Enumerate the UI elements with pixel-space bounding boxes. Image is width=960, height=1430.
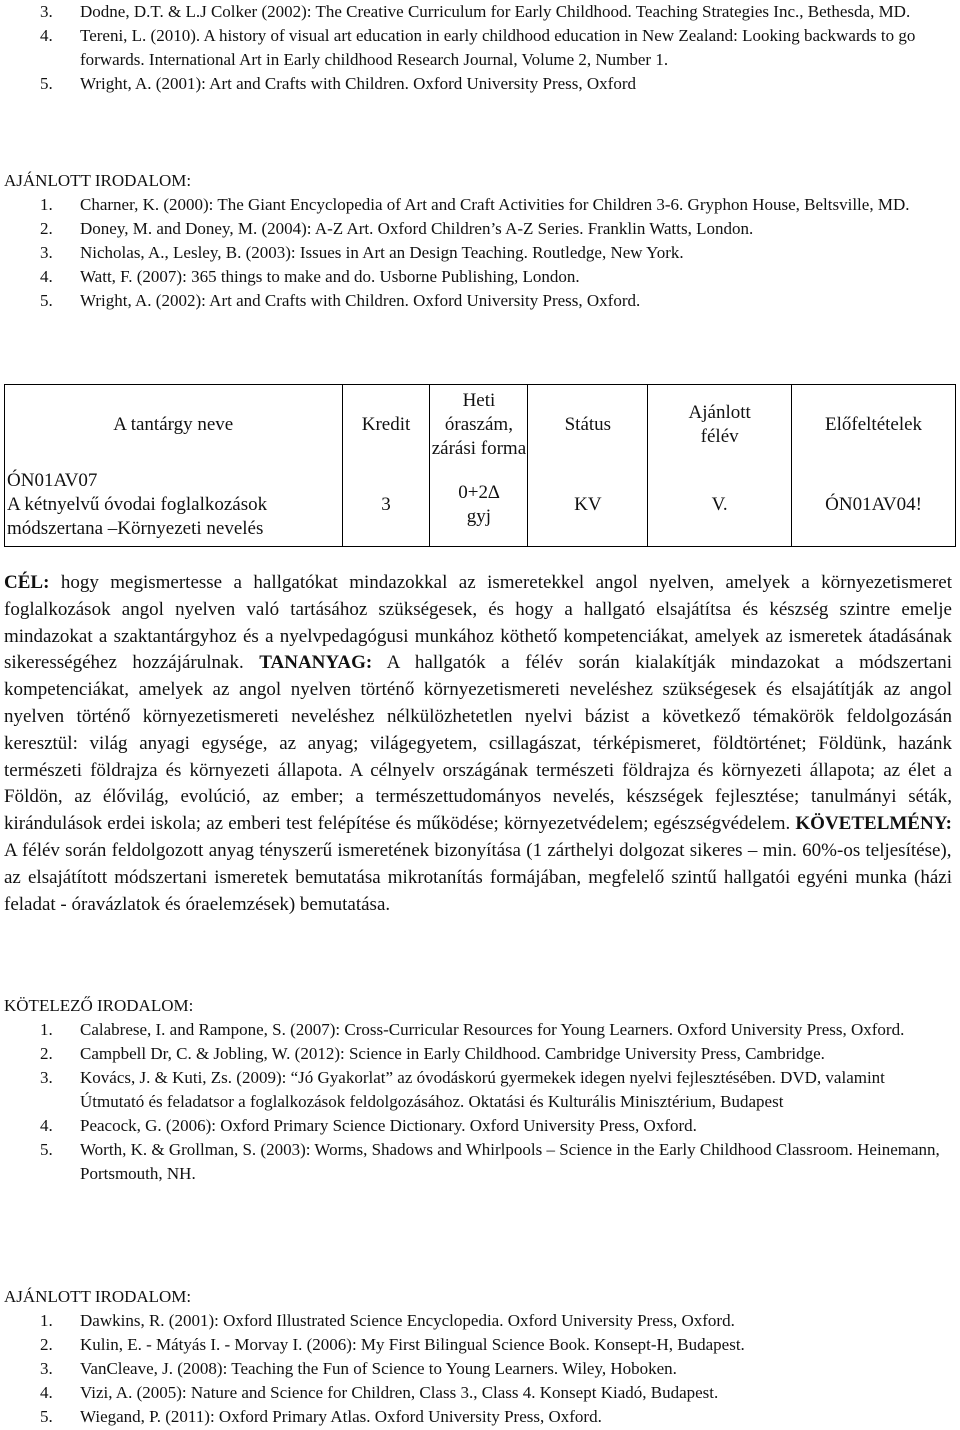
reference-item (0, 1333, 960, 1357)
reference-number: 2. (40, 1044, 53, 1063)
mandatory-literature-heading: KÖTELEZŐ IRODALOM: (4, 996, 194, 1015)
reference-number: 3. (40, 1068, 53, 1087)
course-hours-line: gyj (466, 506, 492, 528)
reference-item (0, 1138, 960, 1186)
header-prerequisites: Előfeltételek (792, 385, 956, 465)
course-status: KV (528, 465, 648, 547)
course-prerequisite: ÓN01AV04! (792, 465, 956, 547)
reference-text: Campbell Dr, C. & Jobling, W. (2012): Science in Early Childhood. Cambridge University Press, Cambridge. (80, 1044, 825, 1063)
course-code: ÓN01AV07 (7, 470, 98, 492)
reference-text: Tereni, L. (2010). A history of visual art education in early childhood education in New Zealand: Looking backwards to go forwards. International Art in Early childhood Research Journal, Volume 2, Number 1. (80, 26, 916, 69)
requirements-text: A félév során feldolgozott anyag tényszerű ismeretének bizonyítása (1 zárthelyi dolgozat sikeres – min. 60%-os teljesítése), az elsajátított módszertani ismeretek bemutatása mikrotanítás formájában, megfelelő szintű hallgatói egyéni munka (házi feladat - óravázlatok és óraelemzések) bemutatása. (4, 839, 952, 915)
course-table-row (5, 465, 956, 547)
reference-text: Calabrese, I. and Rampone, S. (2007): Cross-Curricular Resources for Young Learners. Oxford University Press, Oxford. (80, 1020, 905, 1039)
reference-number: 4. (40, 26, 53, 45)
requirements-label: KÖVETELMÉNY: (795, 813, 952, 835)
course-table (4, 384, 956, 547)
reference-text: Dawkins, R. (2001): Oxford Illustrated Science Encyclopedia. Oxford University Press, Oxford. (80, 1311, 735, 1330)
reference-number: 2. (40, 1335, 53, 1354)
reference-text: Watt, F. (2007): 365 things to make and do. Usborne Publishing, London. (80, 267, 580, 286)
course-description (4, 570, 952, 918)
reference-item (0, 217, 960, 241)
reference-number: 2. (40, 219, 53, 238)
reference-item (0, 193, 960, 217)
header-recommended-semester (648, 385, 792, 465)
reference-text: Wiegand, P. (2011): Oxford Primary Atlas. Oxford University Press, Oxford. (80, 1407, 602, 1426)
recommended-literature-heading: AJÁNLOTT IRODALOM: (4, 171, 192, 190)
reference-number: 4. (40, 267, 53, 286)
header-credit: Kredit (342, 385, 430, 465)
reference-item (0, 1018, 960, 1042)
reference-number: 3. (40, 2, 53, 21)
reference-text: Worth, K. & Grollman, S. (2003): Worms, Shadows and Whirlpools – Science in the Early Childhood Classroom. Heinemann, Portsmouth, NH. (80, 1140, 940, 1183)
reference-item (0, 289, 960, 313)
reference-number: 5. (40, 74, 53, 93)
reference-text: Vizi, A. (2005): Nature and Science for Children, Class 3., Class 4. Konsept Kiadó, Budapest. (80, 1383, 719, 1402)
course-semester: V. (648, 465, 792, 547)
header-semester-line: félév (700, 425, 739, 447)
course-table-header-row (5, 385, 956, 465)
course-credit: 3 (342, 465, 430, 547)
top-reference-list (0, 0, 960, 96)
reference-item (0, 72, 960, 96)
reference-number: 3. (40, 243, 53, 262)
course-hours (430, 465, 528, 547)
course-name-line: A kétnyelvű óvodai foglalkozások (7, 494, 268, 516)
syllabus-text: A hallgatók a félév során kialakítják mindazokat a módszertani kompetenciákat, amelyek az angol nyelven történő környezetismereti neveléshez szükségesek és elsajátítják az angol nyelven történő környezetismereti neveléshez nélkülözhetetlen nyelvi bázist a következő témakörök feldolgozásán keresztül: világ anyagi egysége, az anyag; világegyetem, csillagászat, térképismeret, földtörténet; Földünk, hazánk természeti földrajza és környezeti állapota. A célnyelv országának természeti földrajza és környezeti állapota; az élet a Földön, az élővilág, evolúció, az ember; a természettudományos nevelés, készségek fejlesztése; tanulmányi séták, kirándulások erdei iskola; az emberi test felépítése és működése; környezetvédelem; egészségvédelem. (4, 652, 952, 835)
header-weekly-hours-line: Heti (462, 389, 496, 411)
recommended-reference-list (0, 193, 960, 313)
course-name-cell (5, 465, 343, 547)
reference-number: 5. (40, 291, 53, 310)
course-hours-line: 0+2∆ (458, 482, 500, 504)
reference-item (0, 1381, 960, 1405)
reference-text: Peacock, G. (2006): Oxford Primary Science Dictionary. Oxford University Press, Oxford. (80, 1116, 697, 1135)
recommended-reference-list (0, 1309, 960, 1429)
reference-text: VanCleave, J. (2008): Teaching the Fun of Science to Young Learners. Wiley, Hoboken. (80, 1359, 677, 1378)
reference-text: Dodne, D.T. & L.J Colker (2002): The Creative Curriculum for Early Childhood. Teaching Strategies Inc., Bethesda, MD. (80, 2, 911, 21)
header-status: Státus (528, 385, 648, 465)
reference-text: Wright, A. (2001): Art and Crafts with Children. Oxford University Press, Oxford (80, 74, 636, 93)
reference-number: 4. (40, 1383, 53, 1402)
reference-item (0, 1357, 960, 1381)
reference-text: Wright, A. (2002): Art and Crafts with Children. Oxford University Press, Oxford. (80, 291, 641, 310)
goal-text: hogy megismertesse a hallgatókat mindazokkal az ismeretekkel angol nyelven, amelyek a környezetismeret foglalkozások angol nyelven való tartásához szükségesek, és hogy a hallgató elsajátítsa és készség szintre emelje mindazokat a szaktantárgyhoz és a nyelvpedagógusi munkához köthető kompetenciákat, amelyek az ismeretek átadásának sikerességéhez hozzájárulnak. (4, 572, 952, 674)
reference-text: Charner, K. (2000): The Giant Encyclopedia of Art and Craft Activities for Children 3-6. Gryphon House, Beltsville, MD. (80, 195, 910, 214)
reference-item (0, 1042, 960, 1066)
reference-item (0, 1405, 960, 1429)
recommended-literature-section-1 (0, 169, 960, 313)
header-weekly-hours-line: óraszám, (444, 413, 513, 435)
reference-item (0, 265, 960, 289)
reference-number: 1. (40, 1020, 53, 1039)
header-semester-line: Ajánlott (688, 401, 751, 423)
reference-item (0, 1066, 960, 1114)
reference-number: 5. (40, 1407, 53, 1426)
mandatory-reference-list (0, 1018, 960, 1186)
course-name-line: módszertana –Környezeti nevelés (7, 518, 264, 540)
mandatory-literature-section (0, 994, 960, 1186)
reference-item (0, 0, 960, 24)
reference-text: Kovács, J. & Kuti, Zs. (2009): “Jó Gyakorlat” az óvodáskorú gyermekek idegen nyelvi fejlesztésében. DVD, valamint Útmutató és feladatsor a foglalkozások feldolgozásához. Oktatási és Kulturális Minisztérium, Budapest (80, 1068, 885, 1111)
header-weekly-hours-line: zárási forma (431, 437, 527, 459)
reference-number: 1. (40, 1311, 53, 1330)
reference-number: 1. (40, 195, 53, 214)
goal-label: CÉL: (4, 572, 50, 593)
reference-item (0, 1309, 960, 1333)
recommended-literature-heading: AJÁNLOTT IRODALOM: (4, 1287, 192, 1306)
reference-text: Doney, M. and Doney, M. (2004): A-Z Art. Oxford Children’s A-Z Series. Franklin Watts, London. (80, 219, 754, 238)
reference-text: Kulin, E. - Mátyás I. - Morvay I. (2006): My First Bilingual Science Book. Konsept-H, Budapest. (80, 1335, 745, 1354)
reference-number: 4. (40, 1116, 53, 1135)
header-course-name: A tantárgy neve (5, 385, 343, 465)
reference-number: 5. (40, 1140, 53, 1159)
reference-text: Nicholas, A., Lesley, B. (2003): Issues in Art an Design Teaching. Routledge, New York. (80, 243, 684, 262)
reference-number: 3. (40, 1359, 53, 1378)
top-reference-section (0, 0, 960, 96)
recommended-literature-section-2 (0, 1285, 960, 1429)
header-weekly-hours (430, 385, 528, 465)
reference-item (0, 24, 960, 72)
syllabus-label: TANANYAG: (259, 652, 373, 674)
reference-item (0, 1114, 960, 1138)
reference-item (0, 241, 960, 265)
